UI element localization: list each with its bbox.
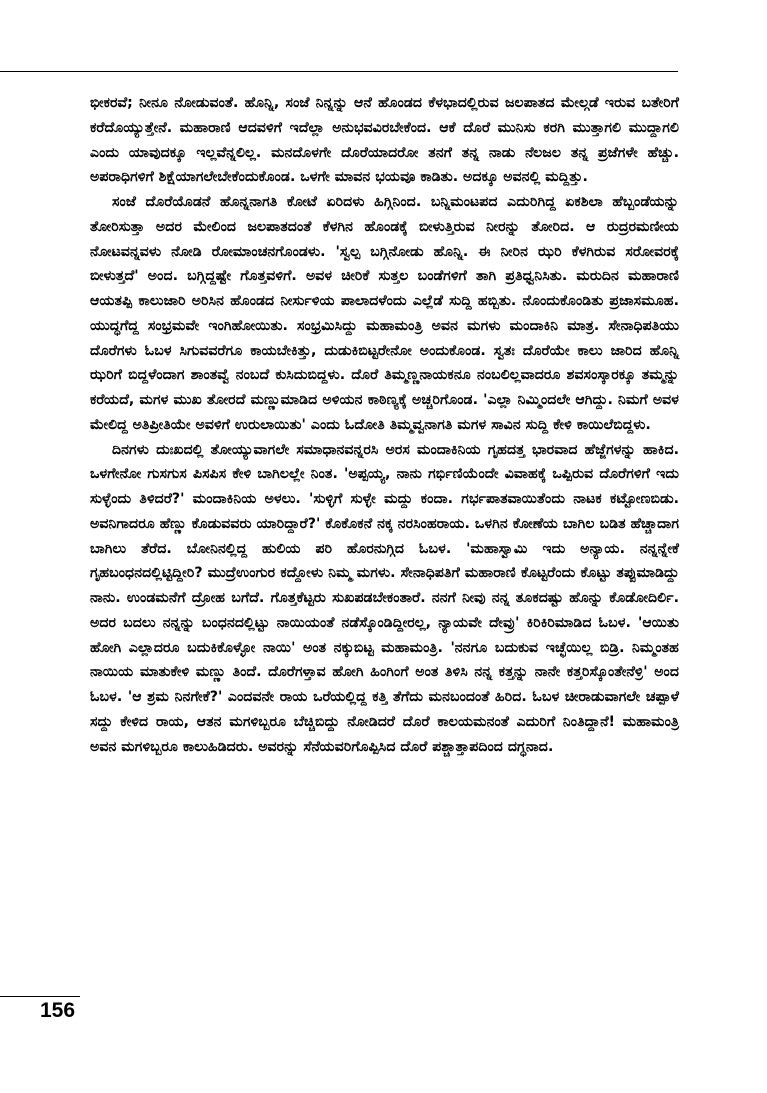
body-text — [90, 91, 679, 759]
paragraph-1: ಭೀಕರವೆ; ನೀನೂ ನೋಡುವಂತೆ. ಹೊನ್ನಿ, ಸಂಜೆ ನಿನ್ನನ್ನು ಆನೆ ಹೊಂಡದ ಕೆಳಭಾದಲ್ಲಿರುವ ಜಲಪಾತದ ಮೇಲ್ಗಡೆ ಇರುವ ಬತೇರಿಗೆ ಕರೆದೊಯ್ಯುತ್ತೇನೆ. ಮಹಾರಾಣಿ ಆದವಳಿಗೆ ಇದೆಲ್ಲಾ ಅನುಭವವಿರಬೇಕೆಂದ. ಆಕೆ ದೊರೆ ಮುನಿಸು ಕರಗಿ ಮುತ್ತಾಗಲಿ ಮುದ್ದಾಗಲಿ ಎಂದು ಯಾವುದಕ್ಕೂ ಇಲ್ಲವೆನ್ನಲಿಲ್ಲ. ಮನದೊಳಗೇ ದೊರೆಯಾದರೋ ತನಗೆ ತನ್ನ ನಾಡು ನೆಲಜಲ ತನ್ನ ಪ್ರಜೆಗಳೇ ಹೆಚ್ಚು. ಅಪರಾಧಿಗಳಿಗೆ ಶಿಕ್ಷೆಯಾಗಲೇಬೇಕೆಂದುಕೊಂಡ. ಒಳಗೇ ಮಾವನ ಭಯವೂ ಕಾಡಿತು. ಅದಕ್ಕೂ ಅವನಲ್ಲಿ ಮದ್ದಿತ್ತು. — [90, 95, 679, 186]
top-rule — [0, 71, 678, 72]
paragraph-3: ದಿನಗಳು ದುಃಖದಲ್ಲಿ ತೋಯ್ಯುವಾಗಲೇ ಸಮಾಧಾನವನ್ನರಸಿ ಅರಸ ಮಂದಾಕಿನಿಯ ಗೃಹದತ್ತ ಭಾರವಾದ ಹೆಜ್ಜೆಗಳನ್ನು ಹಾಕಿದ. ಒಳಗೇನೋ ಗುಸಗುಸ ಪಿಸಪಿಸ ಕೇಳಿ ಬಾಗಿಲಲ್ಲೇ ನಿಂತ. 'ಅಪ್ಪಯ್ಯ, ನಾನು ಗರ್ಭಿಣಿಯೆಂದೇ ವಿವಾಹಕ್ಕೆ ಒಪ್ಪಿರುವ ದೊರೆಗಳಿಗೆ ಇದು ಸುಳ್ಳೆಂದು ತಿಳಿದರೆ?' ಮಂದಾಕಿನಿಯ ಅಳಲು. 'ಸುಳ್ಳಿಗೆ ಸುಳ್ಳೇ ಮದ್ದು ಕಂದಾ. ಗರ್ಭಪಾತವಾಯಿತೆಂದು ನಾಟಕ ಕಟ್ಟೋಣಬಿಡು. ಅವನಿಗಾದರೂ ಹೆಣ್ಣು ಕೊಡುವವರು ಯಾರಿದ್ದಾರೆ?' ಕೊಕೊಕನೆ ನಕ್ಕ ನರಸಿಂಹರಾಯ. ಒಳಗಿನ ಕೋಣೆಯ ಬಾಗಿಲ ಬಡಿತ ಹೆಚ್ಚಾದಾಗ ಬಾಗಿಲು ತೆರೆದ. ಬೋನಿನಲ್ಲಿದ್ದ ಹುಲಿಯ ಪರಿ ಹೊರನುಗ್ಗಿದ ಓಬಳ. 'ಮಹಾಸ್ವಾಮಿ ಇದು ಅನ್ಯಾಯ. ನನ್ನನ್ನೇಕೆ ಗೃಹಬಂಧನದಲ್ಲಿಟ್ಟಿದ್ದೀರಿ? ಮುದ್ರೆಉಂಗುರ ಕದ್ದೋಳು ನಿಮ್ಮ ಮಗಳು. ಸೇನಾಧಿಪತಿಗೆ ಮಹಾರಾಣಿ ಕೊಟ್ಟರೆಂದು ಕೊಟ್ಟು ತಪ್ಪುಮಾಡಿದ್ದು ನಾನು. ಉಂಡಮನೆಗೆ ದ್ರೋಹ ಬಗೆದೆ. ಗೊತ್ತಕೆಟ್ಟರು ಸುಖಪಡಬೇಕಂತಾರೆ. ನನಗೆ ನೀವು ನನ್ನ ತೂಕದಷ್ಟು ಹೊನ್ನು ಕೊಡೋದಿರ್ಲಿ. ಅದರ ಬದಲು ನನ್ನನ್ನು ಬಂಧನದಲ್ಲಿಟ್ಟು ನಾಯಿಯಂತೆ ನಡೆಸ್ಕೊಂಡಿದ್ದೀರಲ್ಲ, ನ್ಯಾಯವೇ ದೇವ್ರು' ಕಿರಿಕಿರಿಮಾಡಿದ ಓಬಳ. 'ಆಯಿತು ಹೋಗಿ ಎಲ್ಲಾದರೂ ಬದುಕಿಕೊಳ್ಳೋ ನಾಯಿ' ಅಂತ ನಕ್ಕುಬಿಟ್ಟ ಮಹಾಮಂತ್ರಿ. 'ನನಗೂ ಬದುಕುವ ಇಚ್ಛೆಯಿಲ್ಲ ಬಿಡ್ರಿ. ನಿಮ್ಮಂತಹ ನಾಯಿಯ ಮಾತುಕೇಳಿ ಮಣ್ಣು ತಿಂದೆ. ದೊರೆಗಳ್ತಾವ ಹೋಗಿ ಹಿಂಗಿಂಗೆ ಅಂತ ತಿಳಿಸಿ ನನ್ನ ಕತ್ತನ್ನು ನಾನೇ ಕತ್ತರಿಸ್ಕೊಂತೇನೆಳ್ರಿ' ಅಂದ ಓಬಳ. 'ಆ ಶ್ರಮ ನಿನಗೇಕೆ?' ಎಂದವನೇ ರಾಯ ಒರೆಯಲ್ಲಿದ್ದ ಕತ್ತಿ ತೆಗೆದು ಮನಬಂದಂತೆ ಹಿರಿದ. ಓಬಳ ಚೀರಾಡುವಾಗಲೇ ಚಪ್ಪಾಳೆ ಸದ್ದು ಕೇಳಿದ ರಾಯ, ಆತನ ಮಗಳಿಬ್ಬರೂ ಬೆಚ್ಚಿಬಿದ್ದು ನೋಡಿದರೆ ದೊರೆ ಕಾಲಯಮನಂತೆ ಎದುರಿಗೆ ನಿಂತಿದ್ದಾನೆ! ಮಹಾಮಂತ್ರಿ ಅವನ ಮಗಳಿಬ್ಬರೂ ಕಾಲುಹಿಡಿದರು. ಅವರನ್ನು ಸೆನೆಯವರಿಗೊಪ್ಪಿಸಿದ ದೊರೆ ಪಶ್ಚಾತ್ತಾಪದಿಂದ ದಗ್ಧನಾದ. — [90, 441, 679, 755]
footer-rule — [0, 996, 80, 997]
page-number: 156 — [40, 999, 76, 1022]
paragraph-2: ಸಂಜೆ ದೊರೆಯೊಡನೆ ಹೊನ್ನನಾಗತಿ ಕೋಟೆ ಏರಿದಳು ಹಿಗ್ಗಿನಿಂದ. ಬನ್ನಿಮಂಟಪದ ಎದುರಿಗಿದ್ದ ಏಕಶಿಲಾ ಹೆಬ್ಬಂಡೆಯನ್ನು ತೋರಿಸುತ್ತಾ ಅದರ ಮೇಲಿಂದ ಜಲಪಾತದಂತೆ ಕೆಳಗಿನ ಹೊಂಡಕ್ಕೆ ಬೀಳುತ್ತಿರುವ ನೀರನ್ನು ತೋರಿದ. ಆ ರುದ್ರರಮಣೀಯ ನೋಟವನ್ನವಳು ನೋಡಿ ರೋಮಾಂಚನಗೊಂಡಳು. 'ಸ್ವಲ್ಪ ಬಗ್ಗಿನೋಡು ಹೊನ್ನಿ. ಈ ನೀರಿನ ಝರಿ ಕೆಳಗಿರುವ ಸರೋವರಕ್ಕೆ ಬೀಳುತ್ತದೆ' ಅಂದ. ಬಗ್ಗಿದ್ದಷ್ಟೇ ಗೊತ್ತವಳಿಗೆ. ಅವಳ ಚೀರಿಕೆ ಸುತ್ತಲ ಬಂಡೆಗಳಿಗೆ ತಾಗಿ ಪ್ರತಿಧ್ವನಿಸಿತು. ಮರುದಿನ ಮಹಾರಾಣಿ ಆಯತಪ್ಪಿ ಕಾಲುಜಾರಿ ಅರಿಸಿನ ಹೊಂಡದ ನೀರ್ಸುಳಿಯ ಪಾಲಾದಳೆಂದು ಎಲ್ಲೆಡೆ ಸುದ್ದಿ ಹಬ್ಬಿತು. ನೊಂದುಕೊಂಡಿತು ಪ್ರಜಾಸಮೂಹ. ಯುದ್ಧಗೆದ್ದ ಸಂಭ್ರಮವೇ ಇಂಗಿಹೋಯಿತು. ಸಂಭ್ರಮಿಸಿದ್ದು ಮಹಾಮಂತ್ರಿ ಅವನ ಮಗಳು ಮಂದಾಕಿನಿ ಮಾತ್ರ. ಸೇನಾಧಿಪತಿಯು ದೊರೆಗಳು ಓಬಳ ಸಿಗುವವರೆಗೂ ಕಾಯಬೇಕಿತ್ತು, ದುಡುಕಿಬಿಟ್ಟರೇನೋ ಅಂದುಕೊಂಡ. ಸ್ವತಃ ದೊರೆಯೇ ಕಾಲು ಜಾರಿದ ಹೊನ್ನಿ ಝರಿಗೆ ಬಿದ್ದಳೆಂದಾಗ ಶಾಂತವ್ವೆ ನಂಬದೆ ಕುಸಿದುಬಿದ್ದಳು. ದೊರೆ ತಿಮ್ಮಣ್ಣನಾಯಕನೂ ನಂಬಲಿಲ್ಲವಾದರೂ ಶವಸಂಸ್ಕಾರಕ್ಕೂ ತಮ್ಮನ್ನು ಕರೆಯದೆ, ಮಗಳ ಮುಖ ತೋರದೆ ಮಣ್ಣುಮಾಡಿದ ಅಳಿಯನ ಕಾಠಿಣ್ಯಕ್ಕೆ ಅಚ್ಚರಿಗೊಂಡ. 'ಎಲ್ಲಾ ನಿಮ್ಮಿಂದಲೇ ಆಗಿದ್ದು. ನಿಮಗೆ ಅವಳ ಮೇಲಿದ್ದ ಅತಿಪ್ರೀತಿಯೇ ಅವಳಿಗೆ ಉರುಲಾಯಿತು' ಎಂದು ಓದೋತಿ ತಿಮ್ಮವ್ವನಾಗತಿ ಮಗಳ ಸಾವಿನ ಸುದ್ದಿ ಕೇಳಿ ಕಾಯಿಲೆಬಿದ್ದಳು. — [90, 194, 679, 433]
